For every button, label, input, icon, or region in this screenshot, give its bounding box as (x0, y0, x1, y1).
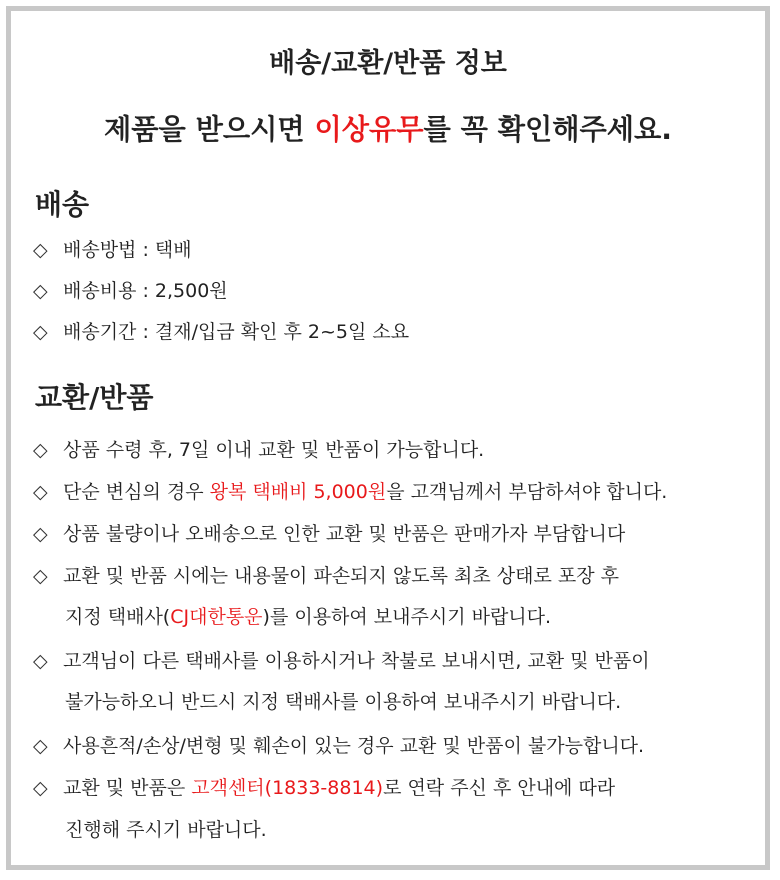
item-text: 고객님이 다른 택배사를 이용하시거나 착불로 보내시면, 교환 및 반품이 (63, 650, 650, 672)
info-panel (6, 6, 770, 870)
item-text: 상품 수령 후, 7일 이내 교환 및 반품이 가능합니다. (63, 439, 485, 461)
item-text: 배송비용 : 2,500원 (63, 280, 228, 302)
shipping-item-cost (33, 278, 228, 304)
diamond-bullet-icon: ◇ (33, 239, 48, 261)
item-text-end: 로 연락 주신 후 안내에 따라 (383, 777, 616, 799)
exchange-item-7-continued: 진행해 주시기 바랍니다. (65, 819, 267, 841)
item-text: 교환 및 반품 시에는 내용물이 파손되지 않도록 최초 상태로 포장 후 (63, 565, 619, 587)
item-text: 배송방법 : 택배 (63, 239, 192, 261)
exchange-item-2 (33, 479, 667, 505)
item-text: 배송기간 : 결재/입금 확인 후 2~5일 소요 (63, 321, 410, 343)
exchange-item-5-continued: 불가능하오니 반드시 지정 택배사를 이용하여 보내주시기 바랍니다. (65, 691, 622, 713)
exchange-item-1 (33, 437, 484, 463)
shipping-fee-highlight: 왕복 택배비 5,000원 (209, 481, 387, 503)
shipping-item-method (33, 237, 192, 263)
shipping-item-period (33, 319, 409, 345)
exchange-item-6 (33, 733, 644, 759)
exchange-item-4 (33, 563, 619, 589)
exchange-item-4-continued (65, 604, 551, 630)
courier-highlight: CJ대한통운 (170, 606, 263, 628)
item-text-end: 을 고객님께서 부담하셔야 합니다. (386, 481, 668, 503)
item-text: 상품 불량이나 오배송으로 인한 교환 및 반품은 판매가자 부담합니다 (63, 523, 626, 545)
diamond-bullet-icon: ◇ (33, 439, 48, 461)
diamond-bullet-icon: ◇ (33, 565, 48, 587)
item-text: 교환 및 반품은 (63, 777, 192, 799)
item-text: 지정 택배사( (65, 606, 171, 628)
diamond-bullet-icon: ◇ (33, 280, 48, 302)
notice-text: 제품을 받으시면 (104, 113, 315, 146)
notice-highlight: 이상유무 (314, 113, 424, 146)
exchange-heading: 교환/반품 (35, 381, 154, 414)
inspection-notice (11, 108, 765, 148)
notice-text-end: 를 꼭 확인해주세요. (423, 113, 672, 146)
exchange-item-7 (33, 775, 615, 801)
diamond-bullet-icon: ◇ (33, 650, 48, 672)
diamond-bullet-icon: ◇ (33, 481, 48, 503)
item-text: 사용흔적/손상/변형 및 훼손이 있는 경우 교환 및 반품이 불가능합니다. (63, 735, 645, 757)
exchange-item-5 (33, 648, 650, 674)
diamond-bullet-icon: ◇ (33, 523, 48, 545)
diamond-bullet-icon: ◇ (33, 321, 48, 343)
page-title: 배송/교환/반품 정보 (269, 48, 507, 79)
item-text: 단순 변심의 경우 (63, 481, 210, 503)
customer-center-highlight: 고객센터(1833-8814) (191, 777, 384, 799)
shipping-heading: 배송 (35, 188, 90, 221)
diamond-bullet-icon: ◇ (33, 735, 48, 757)
diamond-bullet-icon: ◇ (33, 777, 48, 799)
item-text-end: )를 이용하여 보내주시기 바랍니다. (262, 606, 552, 628)
exchange-item-3 (33, 521, 625, 547)
